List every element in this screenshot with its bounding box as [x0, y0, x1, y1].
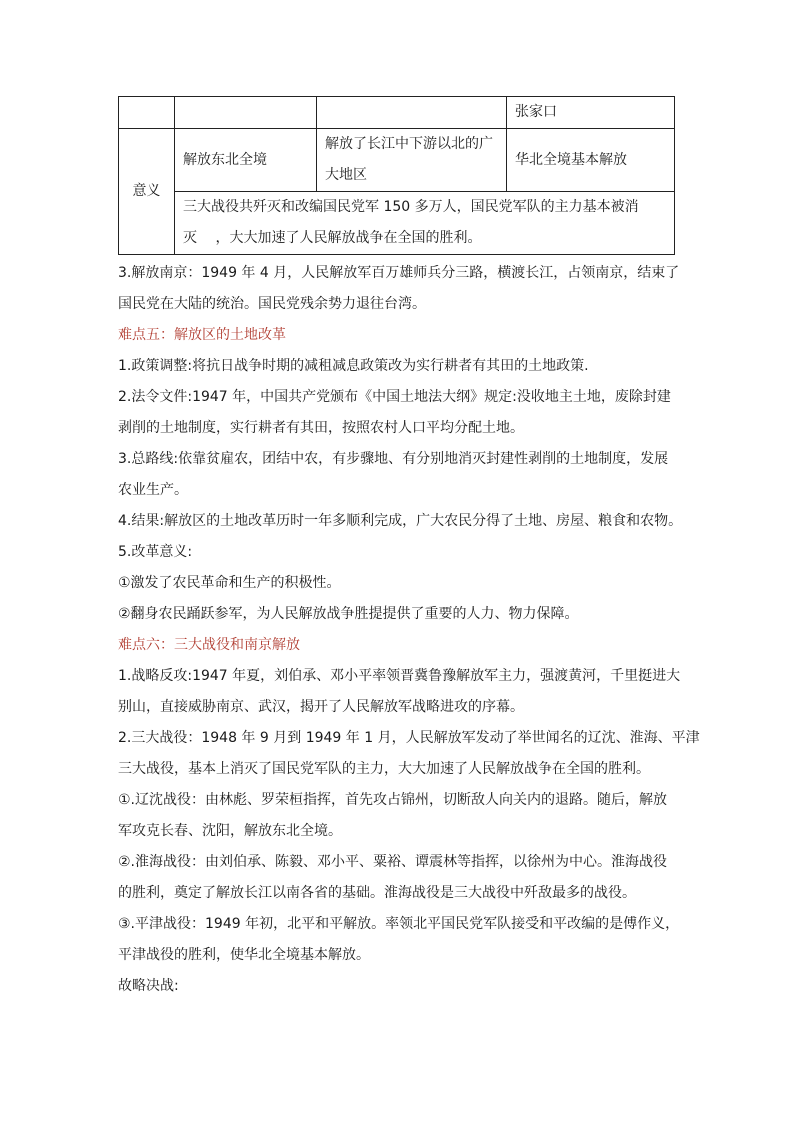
text-line: ①.辽沈战役：由林彪、罗荣桓指挥，首先攻占锦州，切断敌人向关内的退路。随后，解放: [118, 792, 667, 808]
text-line: 4.结果:解放区的土地改革历时一年多顺利完成，广大农民分得了土地、房屋、粮食和农物。: [118, 513, 683, 529]
table-row: [119, 129, 675, 192]
cell-line: 解放了长江中下游以北的广: [325, 136, 493, 152]
text-line: 2.三大战役：1948 年 9 月到 1949 年 1 月，人民解放军发动了举世闻名的辽沈、淮海、平津: [118, 730, 700, 746]
table-cell: [175, 97, 317, 129]
text-line: 别山，直接威胁南京、武汉，揭开了人民解放军战略进攻的序幕。: [118, 699, 524, 715]
cell-line: 三大战役共歼灭和改编国民党军 150 多万人，国民党军队的主力基本被消: [183, 199, 639, 215]
battles-table: [118, 96, 675, 255]
text-line: 1.政策调整:将抗日战争时期的减租减息政策改为实行耕者有其田的土地政策.: [118, 358, 589, 374]
text-line: 军攻克长春、沈阳，解放东北全境。: [118, 823, 342, 839]
text-line: ③.平津战役：1949 年初，北平和平解放。率领北平国民党军队接受和平改编的是傅作义，: [118, 916, 680, 932]
table-row: [119, 192, 675, 255]
table-cell: 解放东北全境: [175, 129, 317, 192]
table-cell: 张家口: [507, 97, 675, 129]
table-cell-summary: [175, 192, 675, 255]
text-line: 1.战略反攻:1947 年夏，刘伯承、邓小平率领晋冀鲁豫解放军主力，强渡黄河，千里挺进大: [118, 668, 681, 684]
section-heading: 难点六：三大战役和南京解放: [118, 637, 300, 653]
text-line: 农业生产。: [118, 482, 188, 498]
table-cell: 华北全境基本解放: [507, 129, 675, 192]
text-line: 5.改革意义:: [118, 544, 193, 560]
row-label-significance: 意义: [119, 129, 175, 255]
text-line: ②.淮海战役：由刘伯承、陈毅、邓小平、粟裕、谭震林等指挥，以徐州为中心。淮海战役: [118, 854, 667, 870]
table-row: [119, 97, 675, 129]
text-line: 3.解放南京：1949 年 4 月，人民解放军百万雄师兵分三路，横渡长江，占领南京，结束了: [118, 265, 680, 281]
text-line: 平津战役的胜利，使华北全境基本解放。: [118, 947, 370, 963]
text-line: ②翻身农民踊跃参军，为人民解放战争胜提提供了重要的人力、物力保障。: [118, 606, 579, 622]
body-text: [118, 258, 700, 1002]
section-heading: 难点五：解放区的土地改革: [118, 327, 286, 343]
text-line: ①激发了农民革命和生产的积极性。: [118, 575, 341, 591]
text-line: 故略决战:: [118, 978, 179, 994]
text-line: 3.总路线:依靠贫雇农，团结中农，有步骤地、有分别地消灭封建性剥削的土地制度，发展: [118, 451, 669, 467]
text-line: 剥削的土地制度，实行耕者有其田，按照农村人口平均分配土地。: [118, 420, 524, 436]
text-line: 2.法令文件:1947 年，中国共产党颁布《中国土地法大纲》规定:没收地主土地，废除封建: [118, 389, 671, 405]
text-line: 的胜利，奠定了解放长江以南各省的基础。淮海战役是三大战役中歼敌最多的战役。: [118, 885, 636, 901]
cell-line: 灭 ，大大加速了人民解放战争在全国的胜利。: [183, 230, 482, 246]
table-cell: [119, 97, 175, 129]
text-line: 国民党在大陆的统治。国民党残余势力退往台湾。: [118, 296, 426, 312]
text-line: 三大战役，基本上消灭了国民党军队的主力，大大加速了人民解放战争在全国的胜利。: [118, 761, 650, 777]
cell-line: 大地区: [325, 167, 367, 183]
table-cell: [317, 129, 507, 192]
table-cell: [317, 97, 507, 129]
